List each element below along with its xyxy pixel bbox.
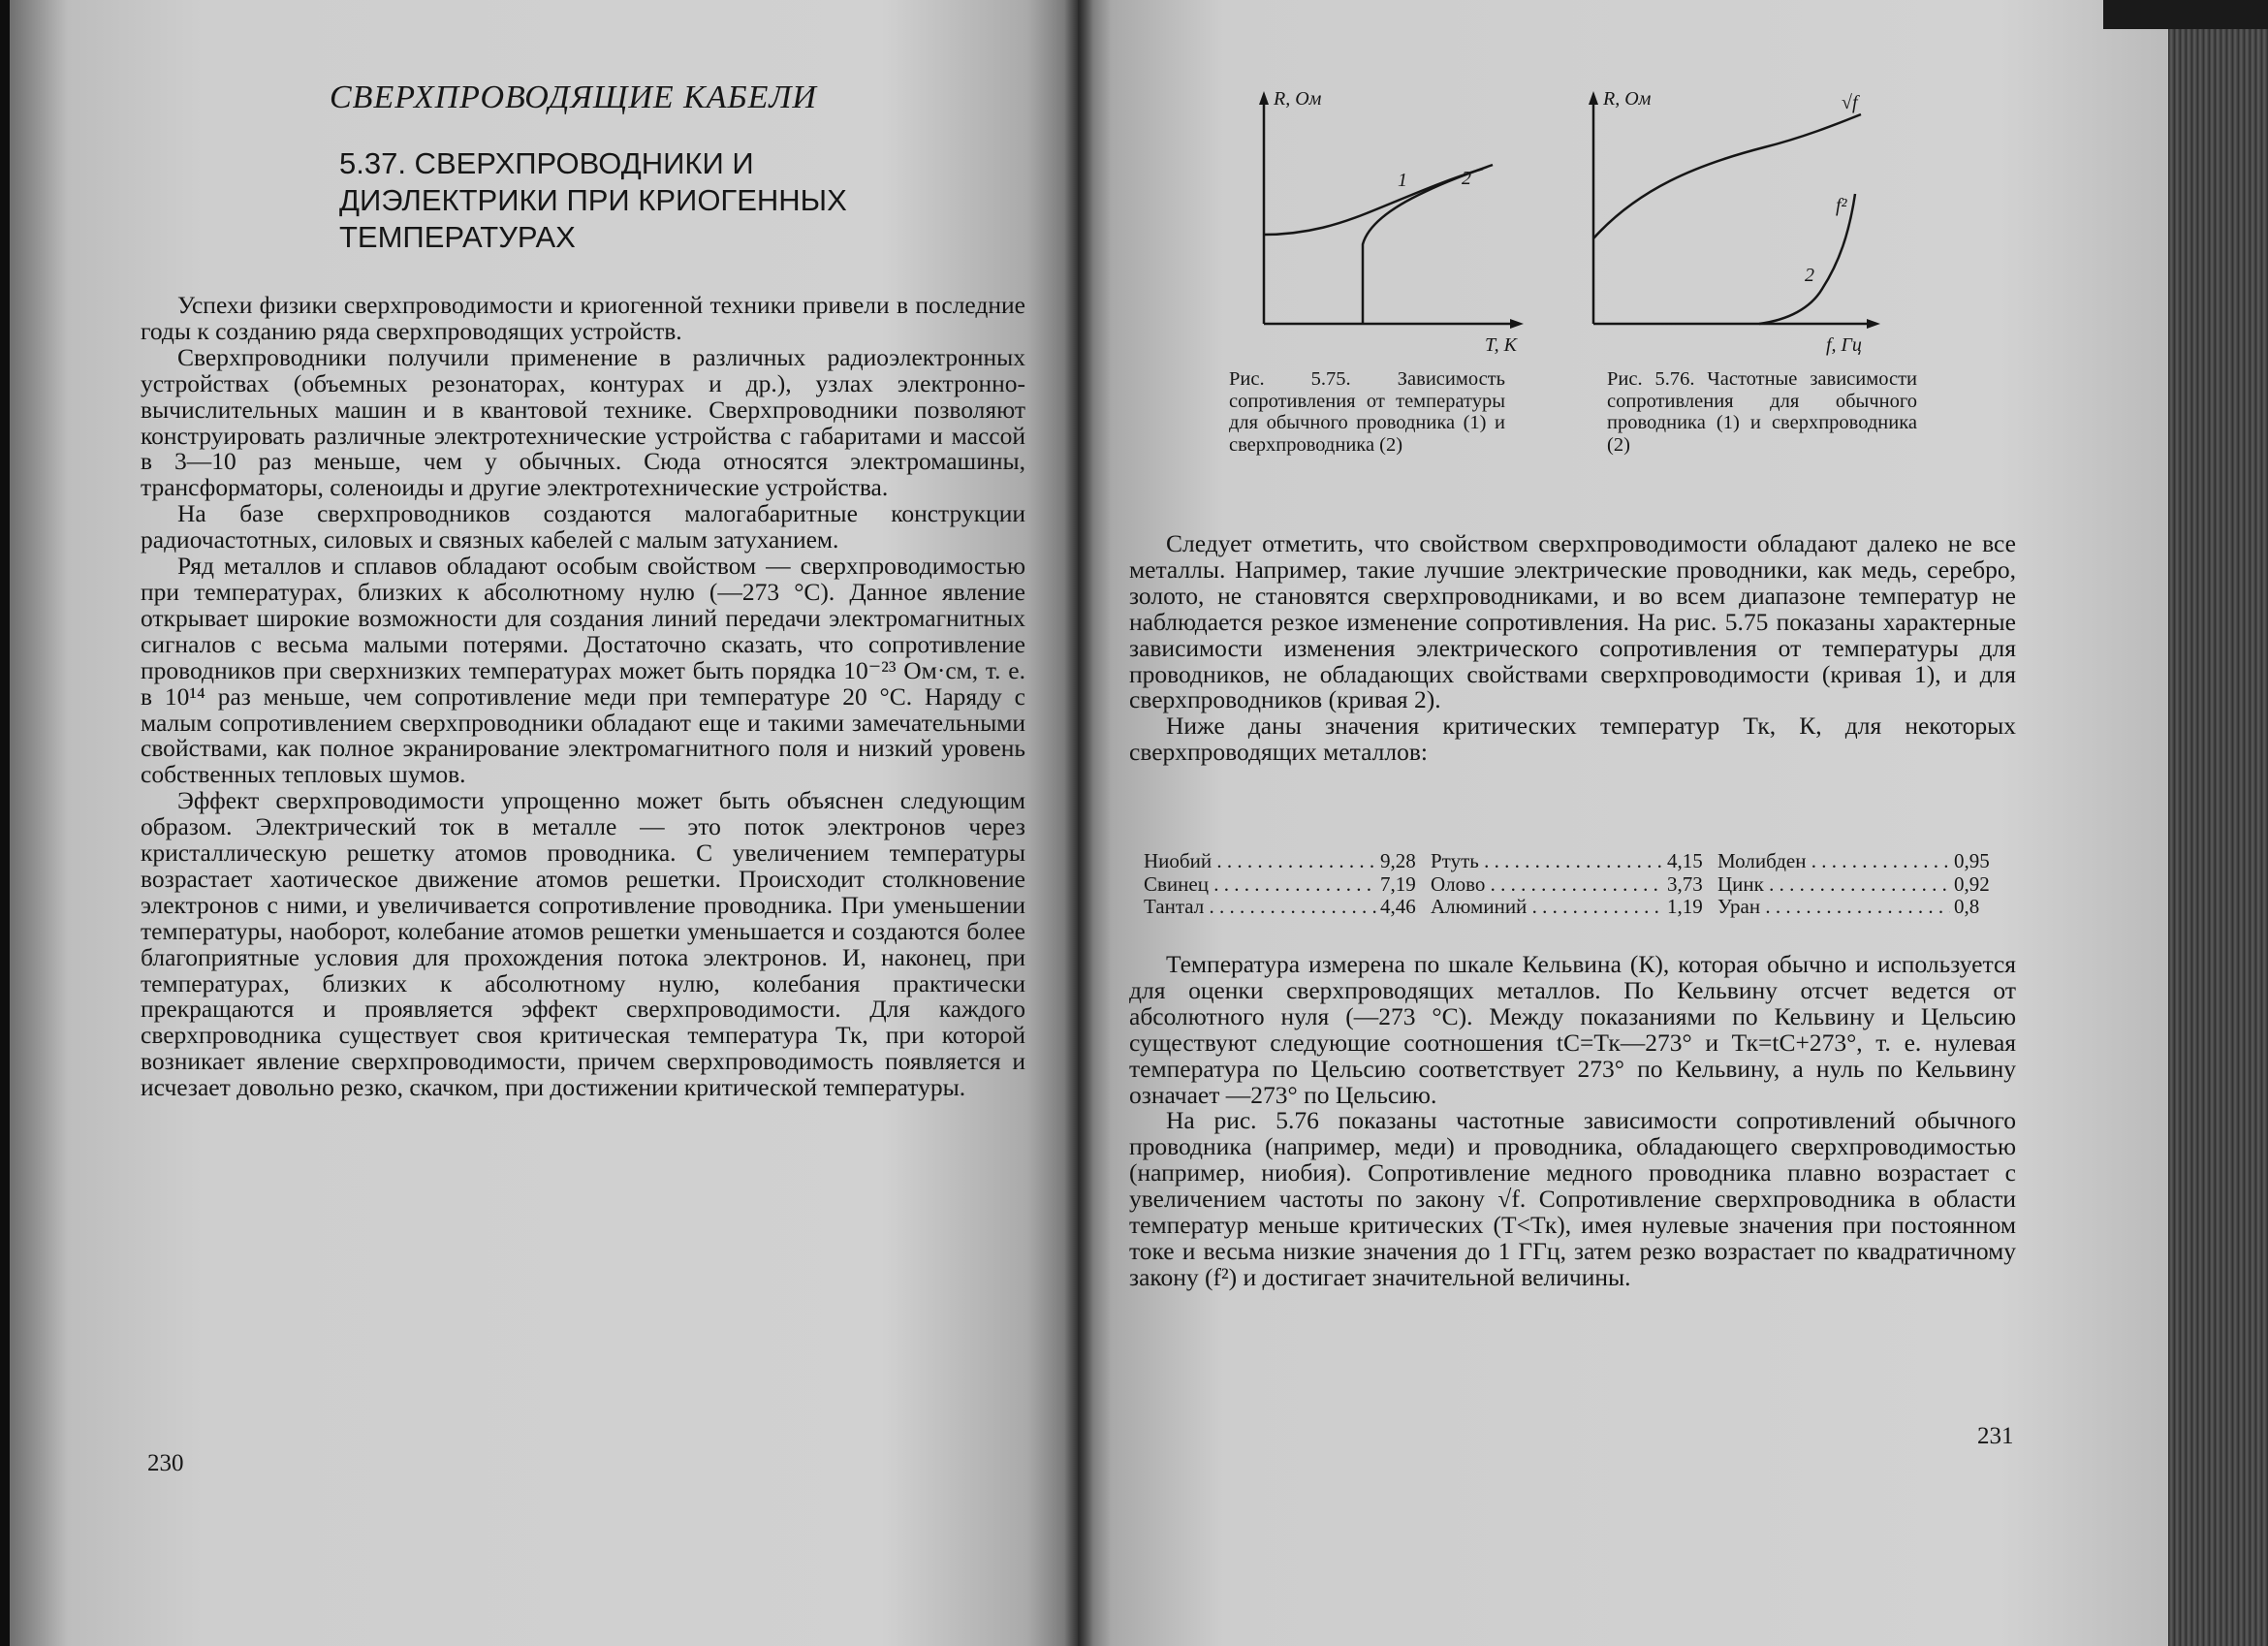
page-number-left: 230 [147,1450,184,1476]
page-number-right: 231 [1977,1423,2014,1449]
table-row [1144,850,2006,873]
metal-name: Свинец . . . [1144,873,1376,897]
paragraph: На базе сверхпроводников создаются малогабаритные конструкции радиочастотных, силовых и связных кабелей с малым затуханием. [141,499,1025,554]
metal-name: Тантал . . . [1144,896,1376,919]
metal-name: Алюминий . . . [1431,896,1663,919]
curve-sqrt-f [1593,114,1861,238]
metal-value: 0,8 [1954,895,1980,918]
metal-value: 4,46 [1380,895,1416,918]
page-edges [2168,0,2268,1646]
metal-name: Уран . . . [1717,896,1950,919]
book-gutter [1064,0,1093,1646]
metal-entry [1144,850,1431,873]
metal-entry [1144,873,1431,897]
curve-label-f-squared: f² [1836,195,1847,216]
curve-label-sqrt-f: √f [1842,92,1858,113]
metal-name: Ртуть . . . [1431,850,1663,873]
figure-5-76 [1580,87,1909,359]
paragraph: Следует отметить, что свойством сверхпроводимости обладают далеко не все металлы. Например, такие лучшие электрические проводники, как медь, серебро, золото, не становятся сверхпроводниками, и во всем диапазоне температур не наблюдается резкое изменение сопротивления. На рис. 5.75 показаны характерные зависимости изменения электрического сопротивления от температуры для проводников, не обладающих свойствами сверхпроводимости (кривая 1), и для сверхпроводников (кривая 2). [1129,529,2016,714]
x-axis-arrow [1867,319,1880,329]
section-title: 5.37. СВЕРХПРОВОДНИКИ И ДИЭЛЕКТРИКИ ПРИ КРИОГЕННЫХ ТЕМПЕРАТУРАХ [339,146,847,254]
paragraph: Эффект сверхпроводимости упрощенно может быть объяснен следующим образом. Электрический ток в металле — это поток электронов через кристаллическую решетку атомов проводника. С увеличением температуры возрастает хаотическое движение атомов решетки. Происходит столкновение электронов с ними, и увеличивается сопротивление проводника. При уменьшении температуры, наоборот, колебание атомов решетки уменьшается и создаются более благоприятные условия для прохождения потока электронов. И, наконец, при температурах, близких к абсолютному нулю, колебания практически прекращаются и проявляется эффект сверхпроводимости. Для каждого сверхпроводника существует своя критическая температура Тк, при которой возникает явление сверхпроводимости, причем сверхпроводимость появляется и исчезает довольно резко, скачком, при достижении критической температуры. [141,786,1025,1102]
x-axis-label: f, Гц [1826,334,1862,356]
figure-5-75 [1250,87,1541,359]
curve-label-2: 2 [1805,265,1814,286]
right-body-text-bottom [1129,952,2016,1291]
metal-entry [1144,896,1431,919]
curve-label-1: 1 [1398,170,1407,191]
y-axis-label: R, Ом [1274,88,1322,110]
right-body-text-top [1129,531,2016,766]
metal-name: Ниобий . . . [1144,850,1376,873]
metal-value: 4,15 [1667,849,1703,872]
metal-entry [1431,896,1717,919]
metal-entry [1431,873,1717,897]
metal-value: 9,28 [1380,849,1416,872]
metal-value: 7,19 [1380,871,1416,896]
metal-entry [1717,850,2004,873]
paragraph: Успехи физики сверхпроводимости и криогенной техники привели в последние годы к созданию ряда сверхпроводящих устройств. [141,291,1025,345]
y-axis-label: R, Ом [1603,88,1652,110]
figure-5-76-caption: Рис. 5.76. Частотные зависимости сопротивления для обычного проводника (1) и сверхпроводника (2) [1607,368,1917,456]
paragraph: Сверхпроводники получили применение в различных радиоэлектронных устройствах (объемных резонаторах, контурах и др.), узлах электронно-вычислительных машин и в квантовой технике. Сверхпроводники позволяют конструировать различные электротехнические устройства с габаритами и массой в 3—10 раз меньше, чем у обычных. Сюда относятся электромашины, трансформаторы, соленоиды и другие электротехнические устройства. [141,342,1025,502]
curve-label-2: 2 [1462,168,1471,189]
metal-entry [1717,873,2004,897]
y-axis-arrow [1259,91,1269,105]
y-axis-arrow [1589,91,1598,105]
running-head: СВЕРХПРОВОДЯЩИЕ КАБЕЛИ [330,79,817,115]
left-body-text [141,293,1025,1101]
book-cover-edge [2103,0,2268,29]
metal-name: Цинк . . . [1717,873,1950,897]
metal-value: 3,73 [1667,871,1703,896]
metal-name: Олово . . . [1431,873,1663,897]
metal-entry [1717,896,2004,919]
critical-temperature-table [1144,850,2006,919]
metal-value: 1,19 [1667,895,1703,918]
paragraph: Ниже даны значения критических температур Тк, К, для некоторых сверхпроводящих металлов: [1129,712,2016,767]
paragraph: На рис. 5.76 показаны частотные зависимости сопротивлений обычного проводника (например, меди) и проводника, обладающего сверхпроводимостью (например, ниобия). Сопротивление медного проводника плавно возрастает с увеличением частоты по закону √f. Сопротивление сверхпроводника в области температур меньше критических (Т<Тк), имея нулевые значения при постоянном токе и весьма низкие значения до 1 ГГц, затем резко возрастает по квадратичному закону (f²) и достигает значительной величины. [1129,1106,2016,1291]
metal-entry [1431,850,1717,873]
metal-value: 0,92 [1954,871,1990,896]
figure-5-75-caption: Рис. 5.75. Зависимость сопротивления от температуры для обычного проводника (1) и сверхпроводника (2) [1229,368,1505,456]
x-axis-label: T, К [1485,334,1517,356]
metal-value: 0,95 [1954,849,1990,872]
table-row [1144,896,2006,919]
paragraph: Температура измерена по шкале Кельвина (К), которая обычно и используется для оценки сверхпроводящих металлов. По Кельвину отсчет ведется от абсолютного нуля (—273 °С). Между показаниями по Кельвину и Цельсию существуют следующие соотношения tС=Тк—273° и Тк=tС+273°, т. е. нулевая температура по Цельсию соответствует 273° по Кельвину, а нуль по Кельвину означает —273° по Цельсию. [1129,950,2016,1109]
metal-name: Молибден . . . [1717,850,1950,873]
paragraph: Ряд металлов и сплавов обладают особым свойством — сверхпроводимостью при температурах, близких к абсолютному нулю (—273 °С). Данное явление открывает широкие возможности для создания линий передачи электромагнитных сигналов с весьма малыми потерями. Достаточно сказать, что сопротивление проводников при сверхнизких температурах может быть порядка 10⁻²³ Ом·см, т. е. в 10¹⁴ раз меньше, чем сопротивление меди при температуре 20 °С. Наряду с малым сопротивлением сверхпроводники обладают еще и такими замечательными свойствами, как полное экранирование электромагнитного поля и низкий уровень собственных тепловых шумов. [141,552,1025,789]
table-row [1144,873,2006,897]
x-axis-arrow [1510,319,1524,329]
